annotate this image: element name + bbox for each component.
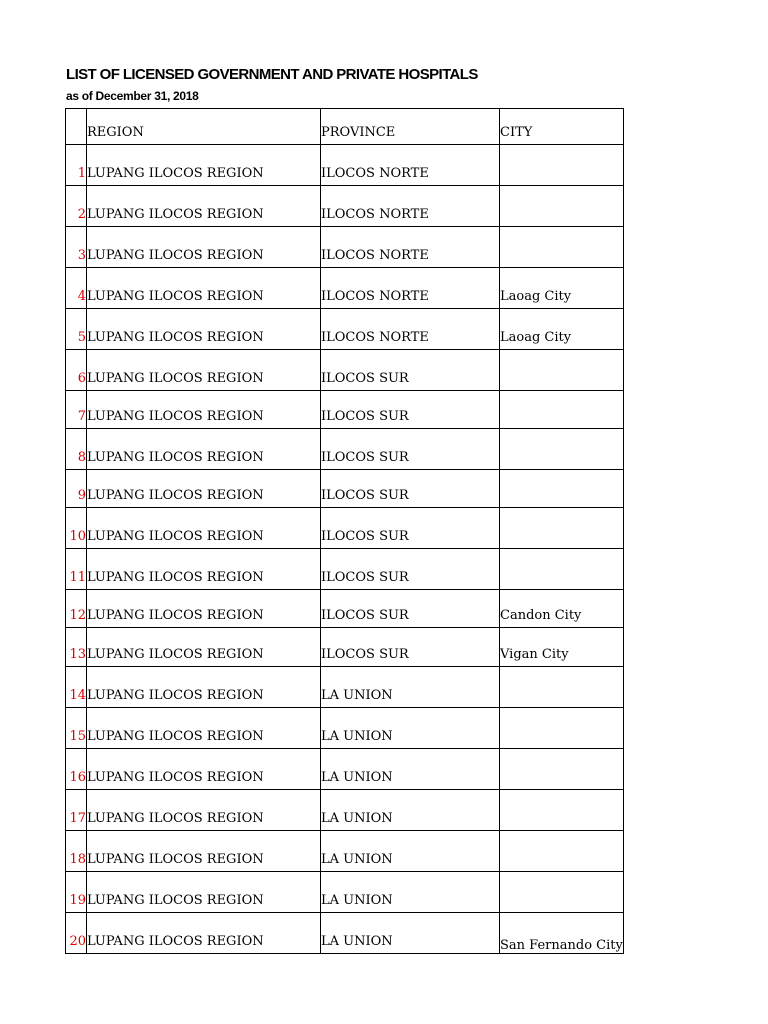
hospital-table [65, 108, 624, 954]
row-number: 17 [66, 790, 87, 831]
row-number: 5 [66, 309, 87, 350]
row-number: 19 [66, 872, 87, 913]
row-region: LUPANG ILOCOS REGION [87, 790, 321, 831]
table-row [66, 549, 624, 590]
row-number: 10 [66, 508, 87, 549]
row-city: Laoag City [500, 309, 624, 350]
row-number: 12 [66, 590, 87, 628]
table-row [66, 227, 624, 268]
table-row [66, 470, 624, 508]
row-region: LUPANG ILOCOS REGION [87, 508, 321, 549]
row-city: Laoag City [500, 268, 624, 309]
row-number: 16 [66, 749, 87, 790]
table-row [66, 590, 624, 628]
row-number: 2 [66, 186, 87, 227]
row-region: LUPANG ILOCOS REGION [87, 872, 321, 913]
row-number: 11 [66, 549, 87, 590]
row-province: ILOCOS SUR [321, 391, 500, 429]
table-row [66, 872, 624, 913]
row-region: LUPANG ILOCOS REGION [87, 145, 321, 186]
row-province: ILOCOS SUR [321, 508, 500, 549]
row-region: LUPANG ILOCOS REGION [87, 268, 321, 309]
row-city: Candon City [500, 590, 624, 628]
document-subtitle: as of December 31, 2018 [66, 89, 199, 103]
table-row [66, 268, 624, 309]
table-row [66, 429, 624, 470]
table-row [66, 391, 624, 429]
row-city [500, 429, 624, 470]
row-region: LUPANG ILOCOS REGION [87, 186, 321, 227]
row-region: LUPANG ILOCOS REGION [87, 309, 321, 350]
row-number: 7 [66, 391, 87, 429]
row-province: ILOCOS SUR [321, 429, 500, 470]
row-city [500, 749, 624, 790]
row-region: LUPANG ILOCOS REGION [87, 708, 321, 749]
row-city [500, 391, 624, 429]
row-number: 3 [66, 227, 87, 268]
row-province: ILOCOS SUR [321, 470, 500, 508]
row-province: ILOCOS NORTE [321, 145, 500, 186]
row-province: LA UNION [321, 913, 500, 954]
table-row [66, 309, 624, 350]
row-province: ILOCOS SUR [321, 549, 500, 590]
row-city [500, 186, 624, 227]
row-city: San Fernando City [500, 913, 624, 954]
row-region: LUPANG ILOCOS REGION [87, 350, 321, 391]
row-number: 14 [66, 667, 87, 708]
row-province: ILOCOS SUR [321, 590, 500, 628]
row-region: LUPANG ILOCOS REGION [87, 667, 321, 708]
table-row [66, 350, 624, 391]
table-row [66, 790, 624, 831]
row-province: LA UNION [321, 831, 500, 872]
row-province: LA UNION [321, 667, 500, 708]
row-province: ILOCOS NORTE [321, 268, 500, 309]
row-province: LA UNION [321, 749, 500, 790]
row-number: 18 [66, 831, 87, 872]
row-number: 1 [66, 145, 87, 186]
table-row [66, 831, 624, 872]
row-region: LUPANG ILOCOS REGION [87, 549, 321, 590]
row-region: LUPANG ILOCOS REGION [87, 391, 321, 429]
row-number: 6 [66, 350, 87, 391]
row-province: ILOCOS NORTE [321, 309, 500, 350]
row-city [500, 872, 624, 913]
row-province: ILOCOS SUR [321, 350, 500, 391]
row-city [500, 549, 624, 590]
document-title: LIST OF LICENSED GOVERNMENT AND PRIVATE HOSPITALS [66, 66, 478, 83]
row-province: ILOCOS NORTE [321, 186, 500, 227]
row-number: 8 [66, 429, 87, 470]
row-city [500, 145, 624, 186]
table-row [66, 749, 624, 790]
row-city [500, 470, 624, 508]
header-row [66, 109, 624, 145]
row-number: 13 [66, 628, 87, 667]
table-row [66, 708, 624, 749]
row-region: LUPANG ILOCOS REGION [87, 628, 321, 667]
header-num [66, 109, 87, 145]
table-row [66, 913, 624, 954]
header-province: PROVINCE [321, 109, 500, 145]
row-province: LA UNION [321, 790, 500, 831]
row-region: LUPANG ILOCOS REGION [87, 913, 321, 954]
row-province: ILOCOS NORTE [321, 227, 500, 268]
row-region: LUPANG ILOCOS REGION [87, 429, 321, 470]
row-province: LA UNION [321, 708, 500, 749]
row-province: LA UNION [321, 872, 500, 913]
row-city [500, 508, 624, 549]
row-region: LUPANG ILOCOS REGION [87, 590, 321, 628]
row-city [500, 350, 624, 391]
row-region: LUPANG ILOCOS REGION [87, 227, 321, 268]
row-city [500, 790, 624, 831]
table-row [66, 145, 624, 186]
table-row [66, 667, 624, 708]
row-city [500, 667, 624, 708]
table-row [66, 186, 624, 227]
row-region: LUPANG ILOCOS REGION [87, 749, 321, 790]
header-region: REGION [87, 109, 321, 145]
row-city [500, 708, 624, 749]
header-city: CITY [500, 109, 624, 145]
row-city: Vigan City [500, 628, 624, 667]
row-city [500, 227, 624, 268]
row-region: LUPANG ILOCOS REGION [87, 831, 321, 872]
table-row [66, 628, 624, 667]
table-row [66, 508, 624, 549]
row-number: 4 [66, 268, 87, 309]
row-number: 15 [66, 708, 87, 749]
row-number: 20 [66, 913, 87, 954]
row-province: ILOCOS SUR [321, 628, 500, 667]
row-city [500, 831, 624, 872]
row-region: LUPANG ILOCOS REGION [87, 470, 321, 508]
row-number: 9 [66, 470, 87, 508]
